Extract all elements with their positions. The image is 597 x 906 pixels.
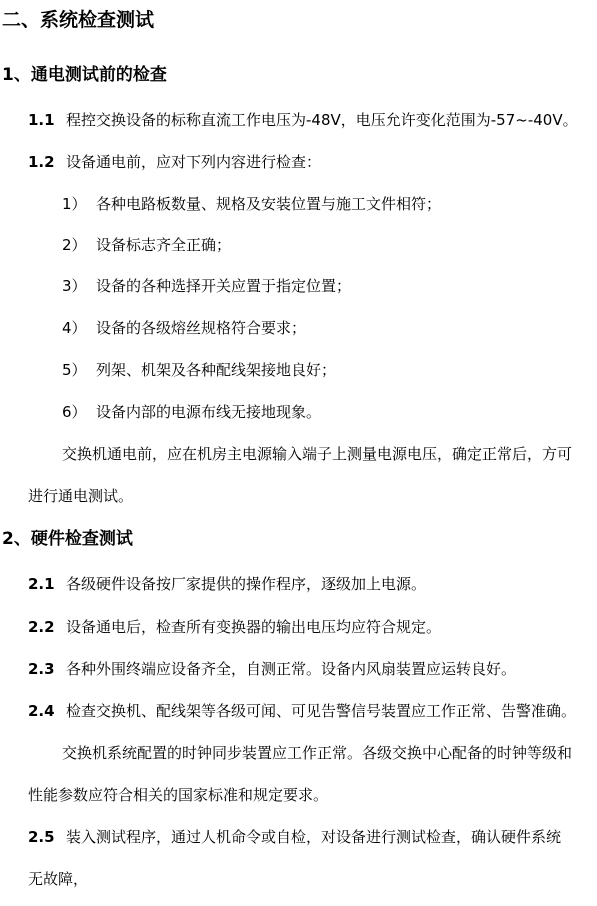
checklist-number: 1） <box>62 195 87 213</box>
item-2-5-continuation: 无故障， <box>28 870 89 888</box>
item-number: 1.2 <box>28 153 55 171</box>
item-text: 各种外围终端应设备齐全，自测正常。设备内风扇装置应运转良好。 <box>66 660 517 678</box>
item-text: 各级硬件设备按厂家提供的操作程序，逐级加上电源。 <box>66 575 427 593</box>
item-1-2 <box>28 152 321 172</box>
section2-paragraph-line2: 性能参数应符合相关的国家标准和规定要求。 <box>28 786 329 804</box>
checklist-text: 设备的各级熔丝规格符合要求； <box>96 319 307 337</box>
checklist-number: 3） <box>62 277 87 295</box>
checklist-item-3 <box>62 276 351 296</box>
checklist-text: 各种电路板数量、规格及安装位置与施工文件相符； <box>96 195 442 213</box>
item-2-2 <box>28 617 441 637</box>
item-number: 2.5 <box>28 828 55 846</box>
checklist-text: 列架、机架及各种配线架接地良好； <box>96 361 337 379</box>
item-text: 程控交换设备的标称直流工作电压为-48V，电压允许变化范围为-57~-40V。 <box>66 111 578 129</box>
checklist-text: 设备标志齐全正确； <box>96 236 232 254</box>
item-number: 2.4 <box>28 702 55 720</box>
checklist-number: 6） <box>62 403 87 421</box>
item-text: 设备通电后，检查所有变换器的输出电压均应符合规定。 <box>66 618 442 636</box>
item-text: 检查交换机、配线架等各级可闻、可见告警信号装置应工作正常、告警准确。 <box>66 702 577 720</box>
checklist-item-6 <box>62 402 321 422</box>
checklist-number: 5） <box>62 361 87 379</box>
document-title: 二、系统检查测试 <box>2 9 155 31</box>
section1-paragraph-line2: 进行通电测试。 <box>28 487 134 505</box>
item-2-4 <box>28 701 576 721</box>
checklist-text: 设备内部的电源布线无接地现象。 <box>96 403 322 421</box>
checklist-item-1 <box>62 194 441 214</box>
checklist-text: 设备的各种选择开关应置于指定位置； <box>96 277 352 295</box>
section1-heading: 1、通电测试前的检查 <box>2 65 167 85</box>
item-2-1 <box>28 574 426 594</box>
item-number: 2.3 <box>28 660 55 678</box>
item-number: 2.2 <box>28 618 55 636</box>
item-text: 设备通电前，应对下列内容进行检查： <box>66 153 322 171</box>
checklist-item-5 <box>62 360 336 380</box>
checklist-item-4 <box>62 318 306 338</box>
item-number: 1.1 <box>28 111 55 129</box>
section2-paragraph-line1: 交换机系统配置的时钟同步装置应工作正常。各级交换中心配备的时钟等级和 <box>62 744 573 762</box>
checklist-number: 2） <box>62 236 87 254</box>
item-2-5 <box>28 827 561 847</box>
checklist-number: 4） <box>62 319 87 337</box>
checklist-item-2 <box>62 235 231 255</box>
item-number: 2.1 <box>28 575 55 593</box>
item-2-3 <box>28 659 516 679</box>
section1-paragraph-line1: 交换机通电前，应在机房主电源输入端子上测量电源电压，确定正常后，方可 <box>62 445 573 463</box>
item-text: 装入测试程序，通过人机命令或自检，对设备进行测试检查，确认硬件系统 <box>66 828 562 846</box>
section2-heading: 2、硬件检查测试 <box>2 529 133 549</box>
item-1-1 <box>28 110 578 130</box>
